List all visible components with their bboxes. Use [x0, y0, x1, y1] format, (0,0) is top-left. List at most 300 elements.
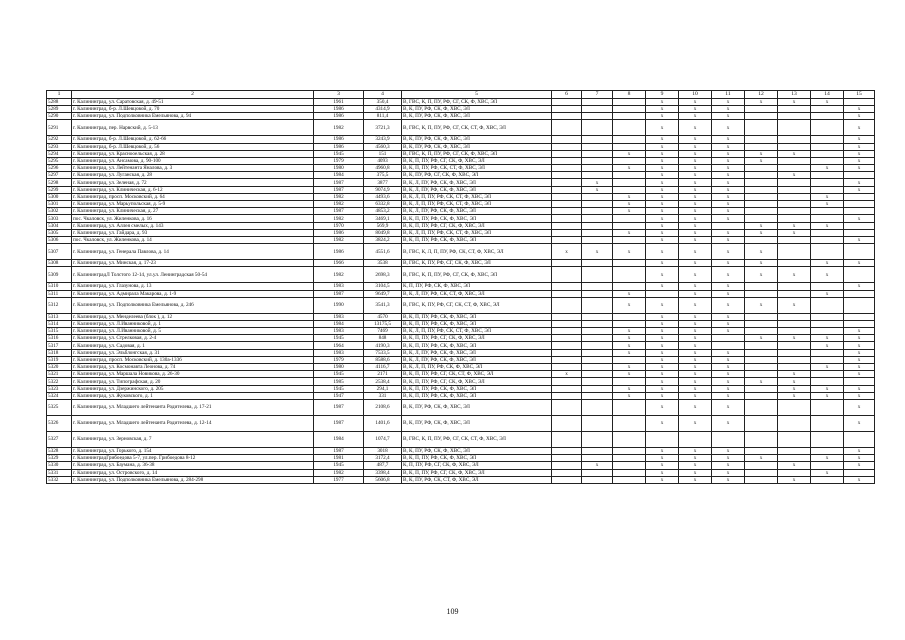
row-number: 5322	[47, 378, 72, 385]
address-cell: г. Калининград, ул. Стрелковая, д. 2-4	[72, 335, 314, 342]
mark-cell: x	[679, 335, 712, 342]
mark-cell	[582, 208, 613, 215]
row-number: 5298	[47, 179, 72, 186]
row-number: 5327	[47, 431, 72, 447]
row-number: 5300	[47, 193, 72, 200]
mark-cell: x	[778, 267, 811, 283]
mark-cell	[745, 385, 778, 392]
mark-cell	[811, 215, 844, 222]
mark-cell	[778, 364, 811, 371]
table-row	[47, 297, 875, 313]
mark-cell: x	[646, 447, 679, 454]
mark-cell: x	[745, 244, 778, 260]
mark-cell	[778, 290, 811, 297]
mark-cell: x	[679, 98, 712, 105]
mark-cell: x	[646, 392, 679, 399]
mark-cell	[712, 335, 745, 342]
area-cell: 4960,8	[364, 165, 402, 172]
mark-cell	[552, 201, 582, 208]
area-cell: 3104,5	[364, 283, 402, 290]
works-cell: В, К, П, ПУ, РФ, СК, Ф, ХВС, ЭЛ	[402, 215, 552, 222]
table-row	[47, 349, 875, 356]
mark-cell: x	[679, 143, 712, 150]
mark-cell	[582, 342, 613, 349]
mark-cell	[552, 320, 582, 327]
mark-cell	[745, 469, 778, 476]
year-cell: 1984	[314, 320, 364, 327]
table-row	[47, 328, 875, 335]
mark-cell: x	[712, 143, 745, 150]
mark-cell: x	[679, 136, 712, 143]
address-cell: г. Калининград, ул. Минская, д. 17-23	[72, 260, 314, 267]
mark-cell	[613, 113, 646, 120]
row-number: 5326	[47, 415, 72, 431]
address-cell: г. Калининград, ул. Л.Иванниковой, д. 5	[72, 328, 314, 335]
works-cell: В, К, Л, ПУ, РФ, СК, Ф, ХВС, ЭЛ	[402, 349, 552, 356]
mark-cell	[811, 313, 844, 320]
mark-cell	[778, 165, 811, 172]
area-cell: 569,9	[364, 222, 402, 229]
mark-cell	[613, 431, 646, 447]
mark-cell	[582, 215, 613, 222]
column-header: 11	[712, 91, 745, 99]
mark-cell: x	[844, 356, 875, 363]
mark-cell: x	[712, 297, 745, 313]
mark-cell	[745, 105, 778, 112]
works-cell: В, К, П, ПУ, РФ, СК, Ф, ХВС, ЭЛ	[402, 320, 552, 327]
mark-cell	[778, 313, 811, 320]
address-cell: г. Калининград, ул. Зерновская, д. 7	[72, 431, 314, 447]
year-cell: 1945	[314, 462, 364, 469]
mark-cell: x	[745, 297, 778, 313]
mark-cell	[552, 229, 582, 236]
mark-cell	[582, 335, 613, 342]
mark-cell	[745, 462, 778, 469]
row-number: 5321	[47, 371, 72, 378]
mark-cell: x	[712, 113, 745, 120]
mark-cell: x	[745, 335, 778, 342]
mark-cell	[582, 136, 613, 143]
works-cell: В, ГВС, К, П, ПУ, РФ, СГ, СК, Ф, ХВС, ЭЛ	[402, 150, 552, 157]
row-number: 5325	[47, 399, 72, 415]
mark-cell	[745, 113, 778, 120]
address-cell: г. Калининград, ул. Жуковского, д. 1	[72, 392, 314, 399]
mark-cell: x	[582, 186, 613, 193]
works-cell: В, К, ПУ, РФ, СК, Ф, ХВС, ЭЛ	[402, 105, 552, 112]
address-cell: г. Калининград, ул. Младшего лейтенанта Родителева, д. 12-14	[72, 415, 314, 431]
mark-cell: x	[712, 399, 745, 415]
mark-cell: x	[613, 165, 646, 172]
row-number: 5324	[47, 392, 72, 399]
column-header: 6	[552, 91, 582, 99]
mark-cell	[552, 392, 582, 399]
mark-cell: x	[679, 342, 712, 349]
mark-cell	[552, 349, 582, 356]
row-number: 5288	[47, 98, 72, 105]
mark-cell	[582, 260, 613, 267]
area-cell: 5606,8	[364, 476, 402, 483]
mark-cell: x	[712, 244, 745, 260]
mark-cell	[582, 120, 613, 136]
column-header: 14	[811, 91, 844, 99]
mark-cell: x	[679, 244, 712, 260]
mark-cell: x	[679, 378, 712, 385]
area-cell: 13175,5	[364, 320, 402, 327]
mark-cell	[552, 364, 582, 371]
mark-cell: x	[712, 215, 745, 222]
mark-cell	[552, 455, 582, 462]
table-row	[47, 186, 875, 193]
row-number: 5295	[47, 157, 72, 164]
mark-cell	[811, 371, 844, 378]
table-row	[47, 378, 875, 385]
mark-cell	[811, 172, 844, 179]
area-cell: 3541,3	[364, 297, 402, 313]
area-cell: 4093	[364, 157, 402, 164]
table-row	[47, 193, 875, 200]
mark-cell: x	[778, 150, 811, 157]
mark-cell	[778, 105, 811, 112]
works-cell: В, К, ПУ, РФ, СГ, СК, Ф, ХВС, ЭЛ	[402, 172, 552, 179]
year-cell: 1987	[314, 179, 364, 186]
works-cell: В, ГВС, К, П, ПУ, РФ, СГ, СК, Ф, ХВС, ЭЛ	[402, 267, 552, 283]
mark-cell	[811, 328, 844, 335]
works-cell: В, К, ПУ, РФ, СК, Ф, ХВС, ЭЛ	[402, 447, 552, 454]
row-number: 5318	[47, 349, 72, 356]
mark-cell: x	[844, 236, 875, 243]
mark-cell	[745, 320, 778, 327]
address-cell: г. КалининградГрибоедова 5-7, ул.пер. Грибоедова 8-12	[72, 455, 314, 462]
mark-cell	[778, 455, 811, 462]
table-row	[47, 236, 875, 243]
works-cell: В, К, ПУ, РФ, СК, Ф, ХВС, ЭЛ	[402, 143, 552, 150]
mark-cell: x	[552, 371, 582, 378]
mark-cell	[745, 120, 778, 136]
row-number: 5293	[47, 143, 72, 150]
year-cell: 1987	[314, 290, 364, 297]
mark-cell: x	[646, 378, 679, 385]
row-number: 5299	[47, 186, 72, 193]
mark-cell: x	[844, 105, 875, 112]
mark-cell	[552, 215, 582, 222]
mark-cell	[745, 415, 778, 431]
year-cell: 1979	[314, 157, 364, 164]
mark-cell	[811, 476, 844, 483]
mark-cell: x	[646, 476, 679, 483]
mark-cell: x	[646, 193, 679, 200]
year-cell: 1987	[314, 186, 364, 193]
mark-cell: x	[811, 364, 844, 371]
table-row	[47, 179, 875, 186]
mark-cell: x	[811, 193, 844, 200]
mark-cell: x	[844, 447, 875, 454]
mark-cell	[552, 356, 582, 363]
mark-cell: x	[811, 385, 844, 392]
row-number: 5314	[47, 320, 72, 327]
mark-cell: x	[712, 186, 745, 193]
mark-cell: x	[613, 335, 646, 342]
mark-cell: x	[646, 236, 679, 243]
area-cell: 8049,8	[364, 229, 402, 236]
address-cell: г. Калининград, просп. Московский, д. 130а-1336	[72, 356, 314, 363]
mark-cell	[582, 455, 613, 462]
mark-cell	[745, 349, 778, 356]
address-cell: г. Калининград, ул. Менделеева (блок ), д. 12	[72, 313, 314, 320]
area-cell: 375,5	[364, 172, 402, 179]
address-cell: г. Калининград, ул. Клиническая, д. 27	[72, 208, 314, 215]
row-number: 5305	[47, 229, 72, 236]
mark-cell	[844, 313, 875, 320]
works-cell: К, П, ПУ, РФ, СК, Ф, ХВС, ЭЛ	[402, 283, 552, 290]
row-number: 5323	[47, 385, 72, 392]
mark-cell	[552, 165, 582, 172]
table-row	[47, 157, 875, 164]
mark-cell	[745, 193, 778, 200]
mark-cell: x	[778, 392, 811, 399]
mark-cell	[778, 447, 811, 454]
mark-cell	[552, 462, 582, 469]
address-cell: г. Калининград, ул. Луганская, д. 28	[72, 172, 314, 179]
mark-cell: x	[679, 215, 712, 222]
area-cell: 4570	[364, 313, 402, 320]
mark-cell: x	[646, 342, 679, 349]
mark-cell: x	[646, 462, 679, 469]
mark-cell: x	[646, 120, 679, 136]
area-cell: 7469	[364, 328, 402, 335]
mark-cell	[613, 105, 646, 112]
mark-cell	[778, 136, 811, 143]
mark-cell	[552, 143, 582, 150]
mark-cell: x	[712, 364, 745, 371]
area-cell: 3172,4	[364, 455, 402, 462]
mark-cell	[582, 476, 613, 483]
mark-cell	[778, 143, 811, 150]
works-cell: В, ГВС, К, П, ПУ, РФ, СГ, СК, СТ, Ф, ХВС, ЭЛ	[402, 120, 552, 136]
mark-cell	[582, 201, 613, 208]
area-cell: 2698,3	[364, 267, 402, 283]
mark-cell	[552, 236, 582, 243]
address-cell: г. Калининград, ул. Адмирала Макарова, д. 1-9	[72, 290, 314, 297]
mark-cell	[613, 455, 646, 462]
address-cell: г. Калининград, ул. Клиническая, д. 6-12	[72, 186, 314, 193]
area-cell: 9074,9	[364, 186, 402, 193]
mark-cell	[811, 236, 844, 243]
mark-cell	[745, 186, 778, 193]
mark-cell: x	[844, 415, 875, 431]
year-cell: 1986	[314, 136, 364, 143]
row-number: 5309	[47, 267, 72, 283]
mark-cell	[552, 313, 582, 320]
year-cell: 1947	[314, 392, 364, 399]
mark-cell	[778, 342, 811, 349]
mark-cell	[613, 399, 646, 415]
mark-cell	[844, 290, 875, 297]
mark-cell	[778, 399, 811, 415]
mark-cell: x	[646, 349, 679, 356]
address-cell: пос. Чкаловск, ул. Жиленкова, д. 14	[72, 236, 314, 243]
table-row	[47, 469, 875, 476]
mark-cell: x	[646, 385, 679, 392]
mark-cell: x	[613, 371, 646, 378]
address-cell: г. КалининградЛ Толстого 12-14, ул.ул. Ленинградская 50-54	[72, 267, 314, 283]
year-cell: 1945	[314, 335, 364, 342]
mark-cell: x	[811, 469, 844, 476]
mark-cell	[745, 236, 778, 243]
year-cell: 1945	[314, 150, 364, 157]
mark-cell: x	[679, 297, 712, 313]
mark-cell: x	[613, 349, 646, 356]
area-cell: 3538	[364, 260, 402, 267]
mark-cell	[811, 283, 844, 290]
year-cell: 1987	[314, 208, 364, 215]
works-cell: В, К, П, ПУ, РФ, СК, Ф, ХВС, ЭЛ	[402, 392, 552, 399]
address-cell: г. Калининград, ул. Л.Иванниковой, д. 1	[72, 320, 314, 327]
mark-cell	[552, 105, 582, 112]
mark-cell: x	[811, 260, 844, 267]
mark-cell: x	[679, 172, 712, 179]
mark-cell: x	[646, 208, 679, 215]
row-number: 5320	[47, 364, 72, 371]
mark-cell	[811, 229, 844, 236]
address-cell: г. Калининград, ул. Ансамова, д. 90-100	[72, 157, 314, 164]
mark-cell	[582, 385, 613, 392]
mark-cell: x	[844, 476, 875, 483]
area-cell: 3018	[364, 447, 402, 454]
mark-cell	[811, 349, 844, 356]
mark-cell	[582, 222, 613, 229]
row-number: 5329	[47, 455, 72, 462]
row-number: 5308	[47, 260, 72, 267]
mark-cell: x	[646, 267, 679, 283]
mark-cell	[582, 313, 613, 320]
row-number: 5302	[47, 208, 72, 215]
year-cell: 1982	[314, 236, 364, 243]
year-cell: 1945	[314, 371, 364, 378]
mark-cell: x	[745, 378, 778, 385]
mark-cell	[778, 215, 811, 222]
mark-cell: x	[679, 364, 712, 371]
mark-cell: x	[844, 385, 875, 392]
row-number: 5289	[47, 105, 72, 112]
area-cell: 2108,6	[364, 399, 402, 415]
mark-cell: x	[811, 290, 844, 297]
address-cell: г. Калининград, ул. Островского, д. 14	[72, 469, 314, 476]
mark-cell: x	[778, 172, 811, 179]
mark-cell: x	[679, 120, 712, 136]
mark-cell: x	[679, 201, 712, 208]
mark-cell	[745, 399, 778, 415]
mark-cell	[582, 371, 613, 378]
area-cell: 3243,9	[364, 136, 402, 143]
mark-cell	[582, 172, 613, 179]
row-number: 5310	[47, 283, 72, 290]
mark-cell: x	[582, 179, 613, 186]
mark-cell	[613, 415, 646, 431]
mark-cell	[582, 236, 613, 243]
mark-cell: x	[712, 392, 745, 399]
year-cell: 1980	[314, 364, 364, 371]
mark-cell	[844, 201, 875, 208]
year-cell: 1982	[314, 215, 364, 222]
mark-cell: x	[646, 328, 679, 335]
mark-cell	[811, 150, 844, 157]
year-cell: 1984	[314, 431, 364, 447]
mark-cell: x	[844, 186, 875, 193]
works-cell: В, К, П, ПУ, РФ, СК, Ф, ХВС, ЭЛ	[402, 313, 552, 320]
mark-cell	[811, 120, 844, 136]
mark-cell	[844, 244, 875, 260]
mark-cell: x	[712, 260, 745, 267]
address-cell: г. Калининград, б-р. Л.Шевцовой, д. 70	[72, 105, 314, 112]
mark-cell: x	[679, 320, 712, 327]
year-cell: 1964	[314, 342, 364, 349]
mark-cell: x	[679, 371, 712, 378]
mark-cell: x	[844, 283, 875, 290]
mark-cell: x	[646, 313, 679, 320]
mark-cell: x	[679, 208, 712, 215]
mark-cell	[712, 342, 745, 349]
mark-cell: x	[712, 157, 745, 164]
mark-cell: x	[613, 385, 646, 392]
mark-cell	[778, 120, 811, 136]
mark-cell	[778, 244, 811, 260]
mark-cell: x	[679, 290, 712, 297]
area-cell: 4314,9	[364, 105, 402, 112]
address-cell: г. Калининград, ул. Маршала Новикова, д. 26-30	[72, 371, 314, 378]
mark-cell: x	[646, 356, 679, 363]
column-header: 15	[844, 91, 875, 99]
area-cell: 4853,2	[364, 208, 402, 215]
mark-cell: x	[778, 335, 811, 342]
mark-cell: x	[613, 297, 646, 313]
row-number: 5331	[47, 469, 72, 476]
year-cell: 1981	[314, 455, 364, 462]
mark-cell: x	[679, 157, 712, 164]
area-cell: 2171	[364, 371, 402, 378]
column-header: 12	[745, 91, 778, 99]
column-header: 9	[646, 91, 679, 99]
mark-cell	[582, 447, 613, 454]
address-cell: г. Калининград, ул. Краснооельская, д. 28	[72, 150, 314, 157]
mark-cell: x	[844, 157, 875, 164]
address-cell: пос. Чкаловск, ул. Жиленкова, д. 16	[72, 215, 314, 222]
mark-cell: x	[712, 455, 745, 462]
mark-cell: x	[679, 229, 712, 236]
mark-cell: x	[712, 328, 745, 335]
address-cell: г. Калининград, ул. Баумана, д. 36-38	[72, 462, 314, 469]
address-cell: г. Калининград, ул. Гайдара, д. 93	[72, 229, 314, 236]
address-cell: г. Калининград, ул. Эльблонгская, д. 31	[72, 349, 314, 356]
mark-cell	[582, 165, 613, 172]
mark-cell	[778, 349, 811, 356]
mark-cell: x	[613, 201, 646, 208]
mark-cell: x	[745, 260, 778, 267]
mark-cell	[582, 98, 613, 105]
row-number: 5301	[47, 201, 72, 208]
table-row	[47, 455, 875, 462]
mark-cell	[811, 320, 844, 327]
mark-cell	[778, 186, 811, 193]
mark-cell: x	[844, 364, 875, 371]
mark-cell	[844, 431, 875, 447]
mark-cell: x	[712, 447, 745, 454]
mark-cell	[613, 378, 646, 385]
mark-cell: x	[712, 476, 745, 483]
mark-cell	[582, 378, 613, 385]
mark-cell: x	[552, 244, 582, 260]
mark-cell	[552, 136, 582, 143]
mark-cell	[582, 399, 613, 415]
